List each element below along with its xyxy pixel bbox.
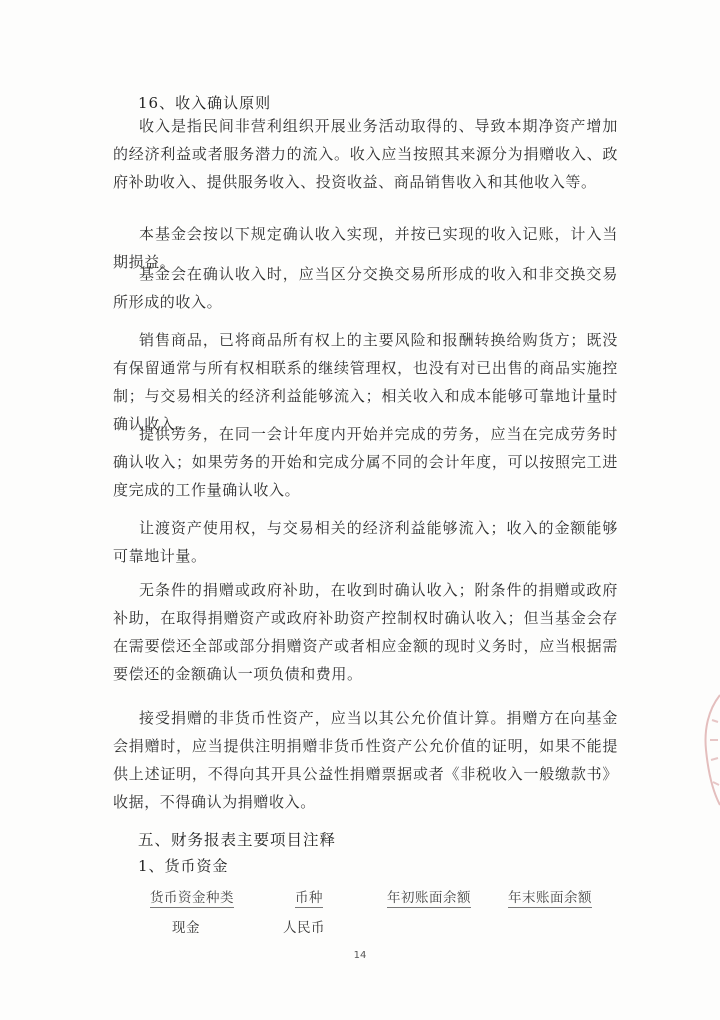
table-header-opening-balance: 年初账面余额	[387, 886, 471, 908]
table-cell-fund-type: 现金	[172, 920, 200, 936]
paragraph-donations-grants: 无条件的捐赠或政府补助，在收到时确认收入；附条件的捐赠或政府补助，在取得捐赠资产或政府补助资产控制权时确认收入；但当基金会存在需要偿还全部或部分捐赠资产或者相应金额的现时义务时，应当根据需要偿还的金额确认一项负债和费用。	[113, 581, 618, 683]
table-header-currency: 币种	[295, 886, 323, 908]
paragraph-exchange-distinction: 基金会在确认收入时，应当区分交换交易所形成的收入和非交换交易所形成的收入。	[113, 265, 618, 311]
paragraph-non-monetary-donations: 接受捐赠的非货币性资产，应当以其公允价值计算。捐赠方在向基金会捐赠时，应当提供注明捐赠非货币性资产公允价值的证明，如果不能提供上述证明，不得向其开具公益性捐赠票据或者《非税收入一般缴款书》收据，不得确认为捐赠收入。	[113, 709, 618, 811]
section-title-notes: 五、财务报表主要项目注释	[138, 831, 337, 849]
table-header-closing-balance: 年末账面余额	[508, 886, 592, 908]
section-heading-income-principle: 16、收入确认原则	[138, 94, 272, 112]
subtitle-monetary-funds: 1、货币资金	[138, 857, 229, 875]
seal-stamp-edge	[698, 690, 720, 810]
paragraph-asset-use-rights: 让渡资产使用权，与交易相关的经济利益能够流入；收入的金额能够可靠地计量。	[113, 519, 618, 565]
table-cell-currency: 人民币	[283, 920, 325, 936]
paragraph-services: 提供劳务，在同一会计年度内开始并完成的劳务，应当在完成劳务时确认收入；如果劳务的开始和完成分属不同的会计年度，可以按照完工进度完成的工作量确认收入。	[113, 425, 618, 499]
paragraph-sale-of-goods: 销售商品，已将商品所有权上的主要风险和报酬转换给购货方；既没有保留通常与所有权相联系的继续管理权，也没有对已出售的商品实施控制；与交易相关的经济利益能够流入；相关收入和成本能够可靠地计量时确认收入。	[113, 331, 618, 433]
table-header-fund-type: 货币资金种类	[150, 886, 234, 908]
page-number: 14	[353, 950, 367, 961]
paragraph-income-definition: 收入是指民间非营利组织开展业务活动取得的、导致本期净资产增加的经济利益或者服务潜力的流入。收入应当按照其来源分为捐赠收入、政府补助收入、提供服务收入、投资收益、商品销售收入和其他收入等。	[113, 117, 618, 191]
paragraph-recognition-rule: 本基金会按以下规定确认收入实现，并按已实现的收入记账，计入当期损益。	[113, 225, 618, 271]
